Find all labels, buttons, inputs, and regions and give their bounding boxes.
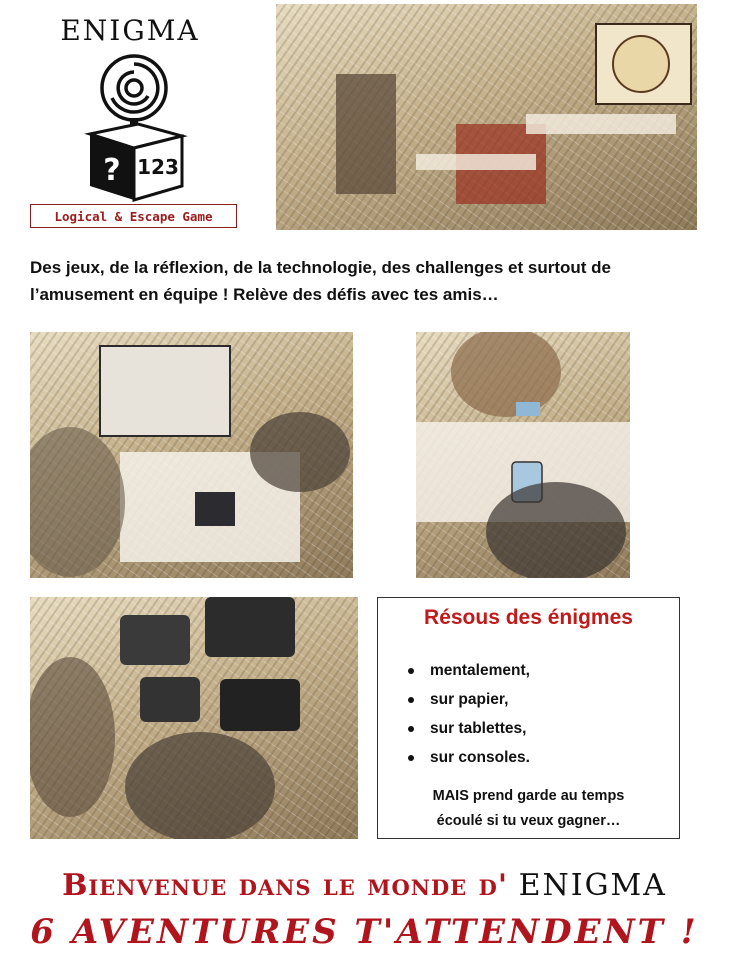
list-item-label: sur tablettes, xyxy=(430,720,527,737)
welcome-banner xyxy=(0,868,729,903)
list-item xyxy=(408,743,530,772)
welcome-text: Bienvenue dans le monde d' xyxy=(62,868,509,903)
list-item xyxy=(408,714,530,743)
list-item xyxy=(408,656,530,685)
resous-title: Résous des énigmes xyxy=(424,606,633,629)
list-item-label: mentalement, xyxy=(430,662,530,679)
bullet-icon xyxy=(408,668,414,674)
students-tablets-photo xyxy=(30,597,358,839)
resous-list xyxy=(408,656,530,772)
intro-text xyxy=(30,254,710,308)
maze-box-icon xyxy=(78,52,190,202)
list-item-label: sur consoles. xyxy=(430,749,530,766)
resous-warning xyxy=(378,784,679,834)
classroom-photo xyxy=(276,4,697,230)
intro-line-1: Des jeux, de la réflexion, de la technologie, des challenges et surtout de xyxy=(30,258,611,277)
resous-panel xyxy=(377,597,680,839)
bullet-icon xyxy=(408,755,414,761)
logo-brand: ENIGMA xyxy=(60,14,200,47)
cube-text: 123 xyxy=(137,155,179,179)
student-console-photo xyxy=(416,332,630,578)
list-item-label: sur papier, xyxy=(430,691,509,708)
logo-tagline: Logical & Escape Game xyxy=(30,204,237,228)
bullet-icon xyxy=(408,697,414,703)
list-item xyxy=(408,685,530,714)
intro-line-2: l’amusement en équipe ! Relève des défis avec tes amis… xyxy=(30,285,499,304)
cube-symbol: ? xyxy=(103,153,121,188)
welcome-brand: ENIGMA xyxy=(518,868,667,903)
adventures-banner: 6 AVENTURES T'ATTENDENT ! xyxy=(30,912,699,952)
warning-line-2: écoulé si tu veux gagner… xyxy=(436,813,621,829)
warning-line-1: MAIS prend garde au temps xyxy=(432,788,625,804)
bullet-icon xyxy=(408,726,414,732)
students-writing-photo xyxy=(30,332,353,578)
